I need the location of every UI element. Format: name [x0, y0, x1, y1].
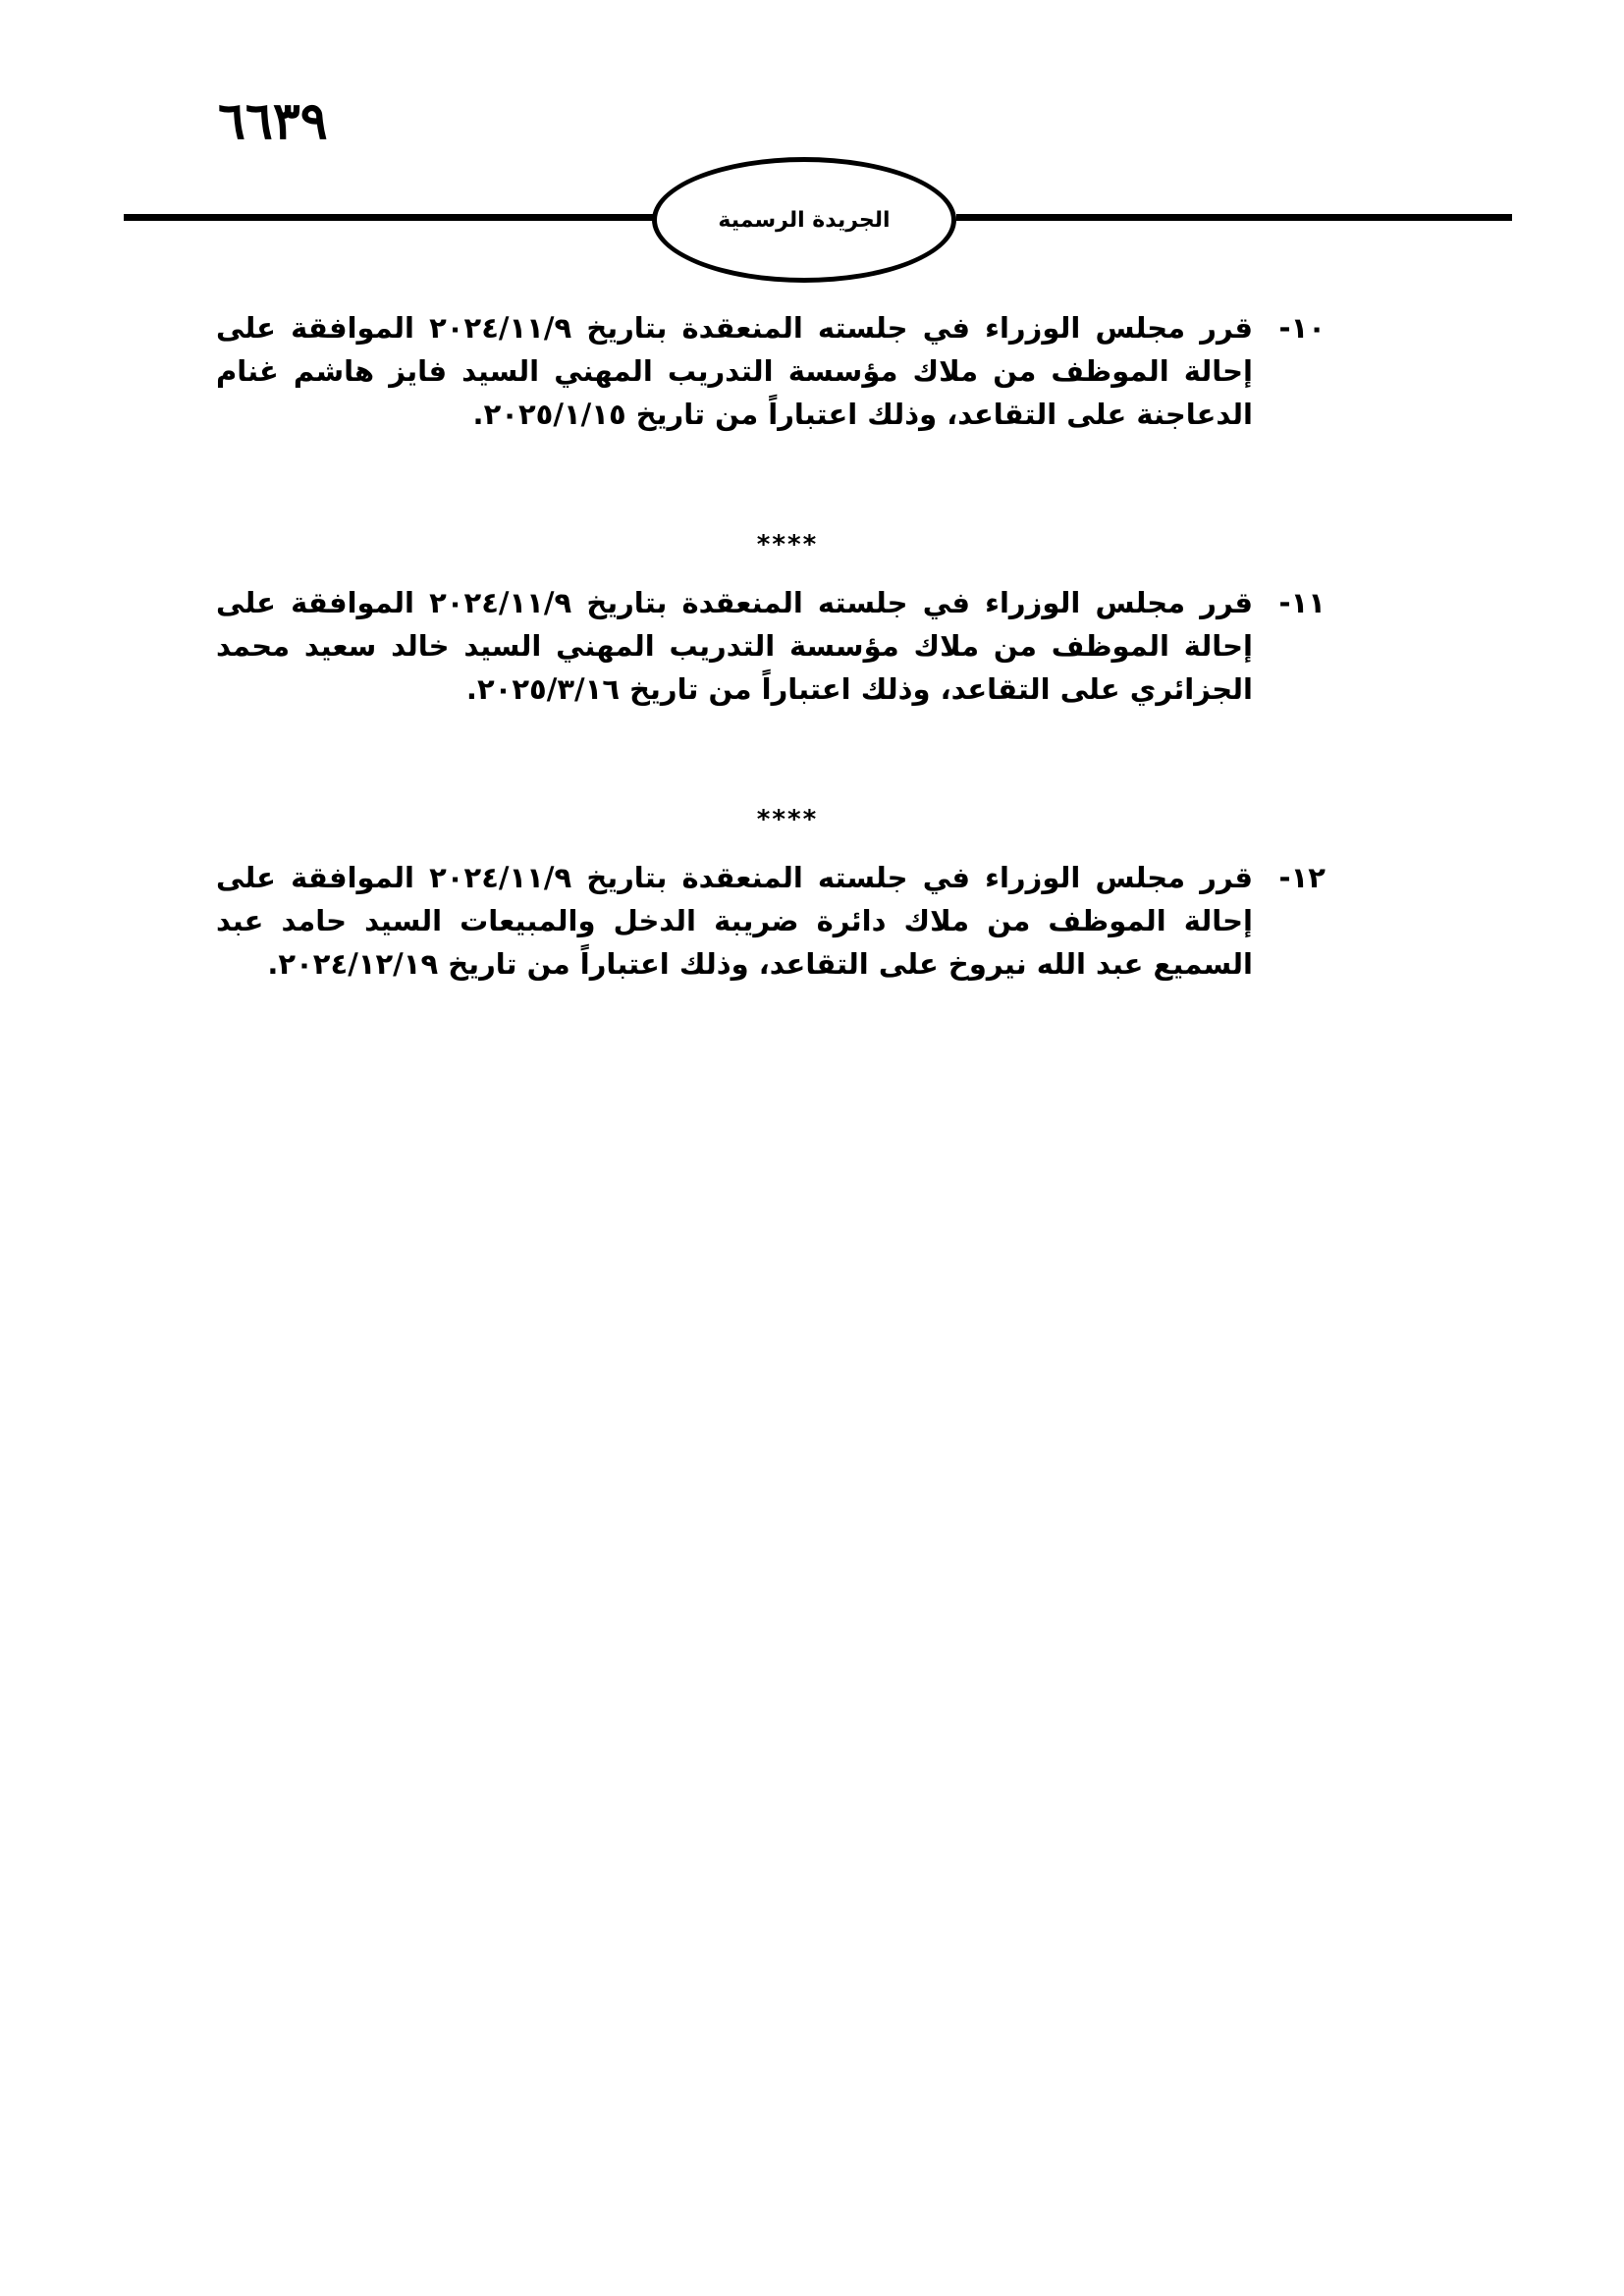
decision-text: قرر مجلس الوزراء في جلسته المنعقدة بتاريخ ٢٠٢٤/١١/٩ الموافقة على إحالة الموظف من ملاك مؤسسة التدريب المهني السيد خالد سعيد محمد الجزائري على التقاعد، وذلك اعتباراً من تاريخ ٢٠٢٥/٣/١٦.	[216, 586, 1253, 706]
decision-number: ١١-	[1278, 586, 1326, 619]
header-rule-left	[124, 214, 654, 221]
publication-title: الجريدة الرسمية	[718, 207, 891, 233]
decision-number: ١٢-	[1278, 861, 1326, 894]
decision-item	[216, 856, 1326, 986]
decision-item	[216, 306, 1326, 436]
decision-item	[216, 581, 1326, 711]
decision-text: قرر مجلس الوزراء في جلسته المنعقدة بتاريخ ٢٠٢٤/١١/٩ الموافقة على إحالة الموظف من ملاك دائرة ضريبة الدخل والمبيعات السيد حامد عبد السميع عبد الله نيروخ على التقاعد، وذلك اعتباراً من تاريخ ٢٠٢٤/١٢/١٩.	[216, 861, 1253, 981]
masthead-oval	[652, 157, 956, 283]
decision-text: قرر مجلس الوزراء في جلسته المنعقدة بتاريخ ٢٠٢٤/١١/٩ الموافقة على إحالة الموظف من ملاك مؤسسة التدريب المهني السيد فايز هاشم غنام الدعاجنة على التقاعد، وذلك اعتباراً من تاريخ ٢٠٢٥/١/١٥.	[216, 311, 1253, 431]
section-separator: ****	[756, 805, 819, 834]
page-number: ٦٦٣٩	[218, 91, 328, 151]
section-separator: ****	[756, 530, 819, 560]
decision-number: ١٠-	[1278, 311, 1326, 345]
header-rule-right	[956, 214, 1512, 221]
